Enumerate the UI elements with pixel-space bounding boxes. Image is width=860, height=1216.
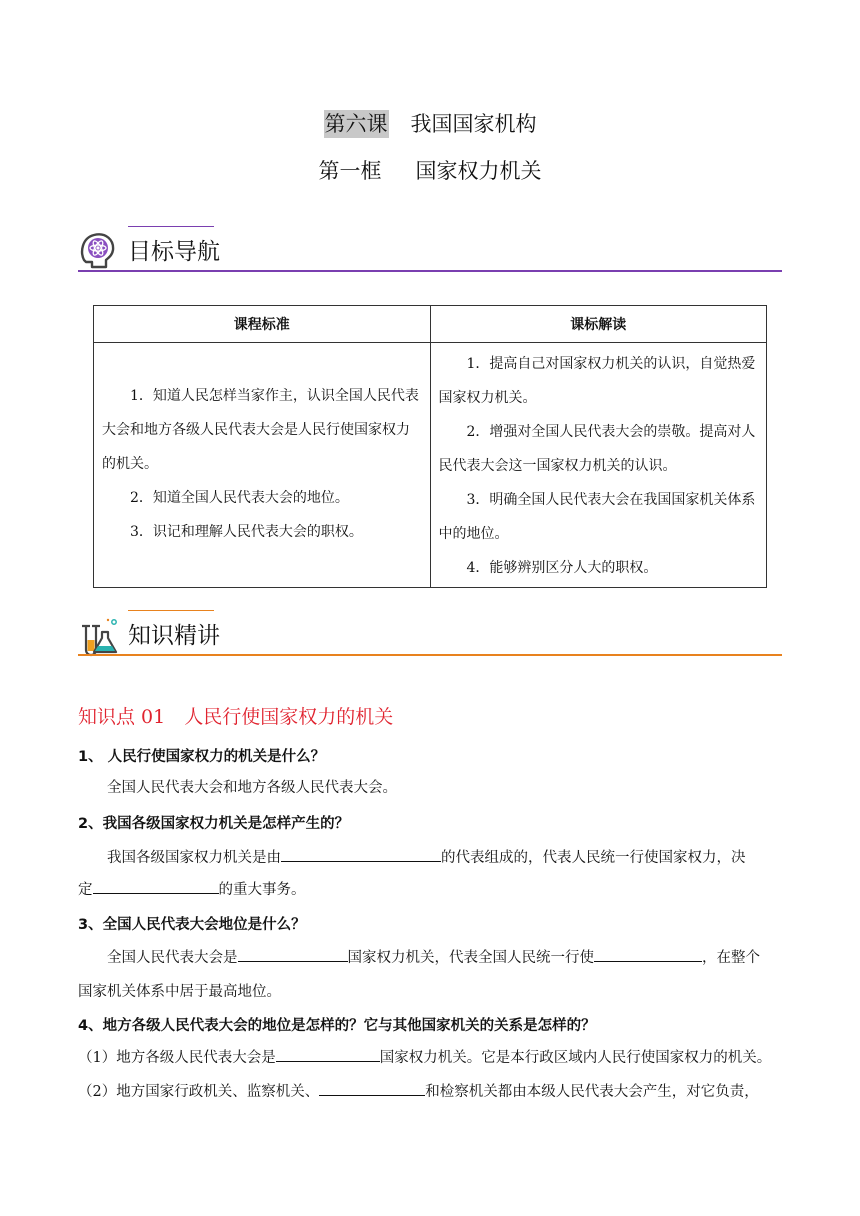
banner-bottom-rule <box>78 654 782 656</box>
answer-text: （1）地方各级人民代表大会是 <box>78 1050 276 1066</box>
question-4: 4、地方各级人民代表大会的地位是怎样的？它与其他国家机关的关系是怎样的？ <box>78 1018 596 1034</box>
lesson-number: 第六课 <box>324 112 388 136</box>
banner-top-rule <box>128 226 214 227</box>
answer-text: ，在整个 <box>702 950 760 966</box>
fill-blank[interactable] <box>93 879 219 894</box>
answer-text: 国家权力机关，代表全国人民统一行使 <box>347 950 594 966</box>
answer-2-line1 <box>107 846 746 867</box>
standards-interpretation-cell <box>430 343 767 588</box>
goals-banner-label: 目标导航 <box>128 239 220 265</box>
question-3: 3、全国人民代表大会地位是什么？ <box>78 917 306 933</box>
interpretation-item: 3．明确全国人民代表大会在我国国家机关体系中的地位。 <box>438 492 756 542</box>
goals-banner <box>78 226 782 274</box>
fill-blank[interactable] <box>594 947 702 962</box>
fill-blank[interactable] <box>238 947 348 962</box>
lesson-heading <box>0 108 860 138</box>
question-1: 1、 人民行使国家权力的机关是什么？ <box>78 749 326 765</box>
banner-top-rule <box>128 610 214 611</box>
col1-header: 课程标准 <box>94 306 431 343</box>
col2-header: 课标解读 <box>430 306 767 343</box>
answer-text: 国家权力机关。它是本行政区域内人民行使国家权力的机关。 <box>379 1050 772 1066</box>
standard-item: 3．识记和理解人民代表大会的职权。 <box>130 524 363 540</box>
table-header-row <box>94 306 767 343</box>
standards-table <box>93 305 767 588</box>
answer-4-line1 <box>78 1046 771 1067</box>
answer-text: 我国各级国家权力机关是由 <box>107 850 281 866</box>
answer-text: 的重大事务。 <box>218 882 306 898</box>
knowledge-banner-label: 知识精讲 <box>128 623 220 649</box>
answer-3-line2: 国家机关体系中居于最高地位。 <box>78 984 281 1000</box>
flask-icon <box>78 614 118 654</box>
answer-1: 全国人民代表大会和地方各级人民代表大会。 <box>107 780 397 796</box>
fill-blank[interactable] <box>281 847 441 862</box>
knowledge-banner <box>78 610 782 658</box>
interpretation-item: 4．能够辨别区分人大的职权。 <box>466 560 658 576</box>
answer-text: 的代表组成的，代表人民统一行使国家权力，决 <box>441 850 746 866</box>
fill-blank[interactable] <box>276 1047 380 1062</box>
table-body-row <box>94 343 767 588</box>
answer-4-line2 <box>78 1080 759 1101</box>
course-standards-cell <box>94 343 431 588</box>
standard-item: 2．知道全国人民代表大会的地位。 <box>130 490 349 506</box>
section-title: 国家权力机关 <box>415 159 542 183</box>
question-2: 2、我国各级国家权力机关是怎样产生的？ <box>78 816 350 832</box>
interpretation-item: 2．增强对全国人民代表大会的崇敬。提高对人民代表大会这一国家权力机关的认识。 <box>438 424 756 474</box>
interpretation-item: 1．提高自己对国家权力机关的认识，自觉热爱国家权力机关。 <box>438 356 756 406</box>
banner-bottom-rule <box>78 270 782 272</box>
section-number: 第一框 <box>318 159 382 183</box>
lesson-title: 我国国家机构 <box>410 112 537 136</box>
answer-text: 和检察机关都由本级人民代表大会产生，对它负责， <box>425 1084 759 1100</box>
answer-2-line2 <box>78 878 306 899</box>
answer-text: 定 <box>78 882 93 898</box>
answer-text: （2）地方国家行政机关、监察机关、 <box>78 1084 320 1100</box>
standard-item: 1．知道人民怎样当家作主，认识全国人民代表大会和地方各级人民代表大会是人民行使国家权力的机关。 <box>102 388 419 472</box>
brain-atom-icon <box>78 230 118 270</box>
section-heading <box>0 155 860 185</box>
answer-text: 全国人民代表大会是 <box>107 950 238 966</box>
fill-blank[interactable] <box>319 1081 425 1096</box>
answer-3-line1 <box>107 946 760 967</box>
knowledge-point-title: 知识点 01 人民行使国家权力的机关 <box>78 706 394 728</box>
